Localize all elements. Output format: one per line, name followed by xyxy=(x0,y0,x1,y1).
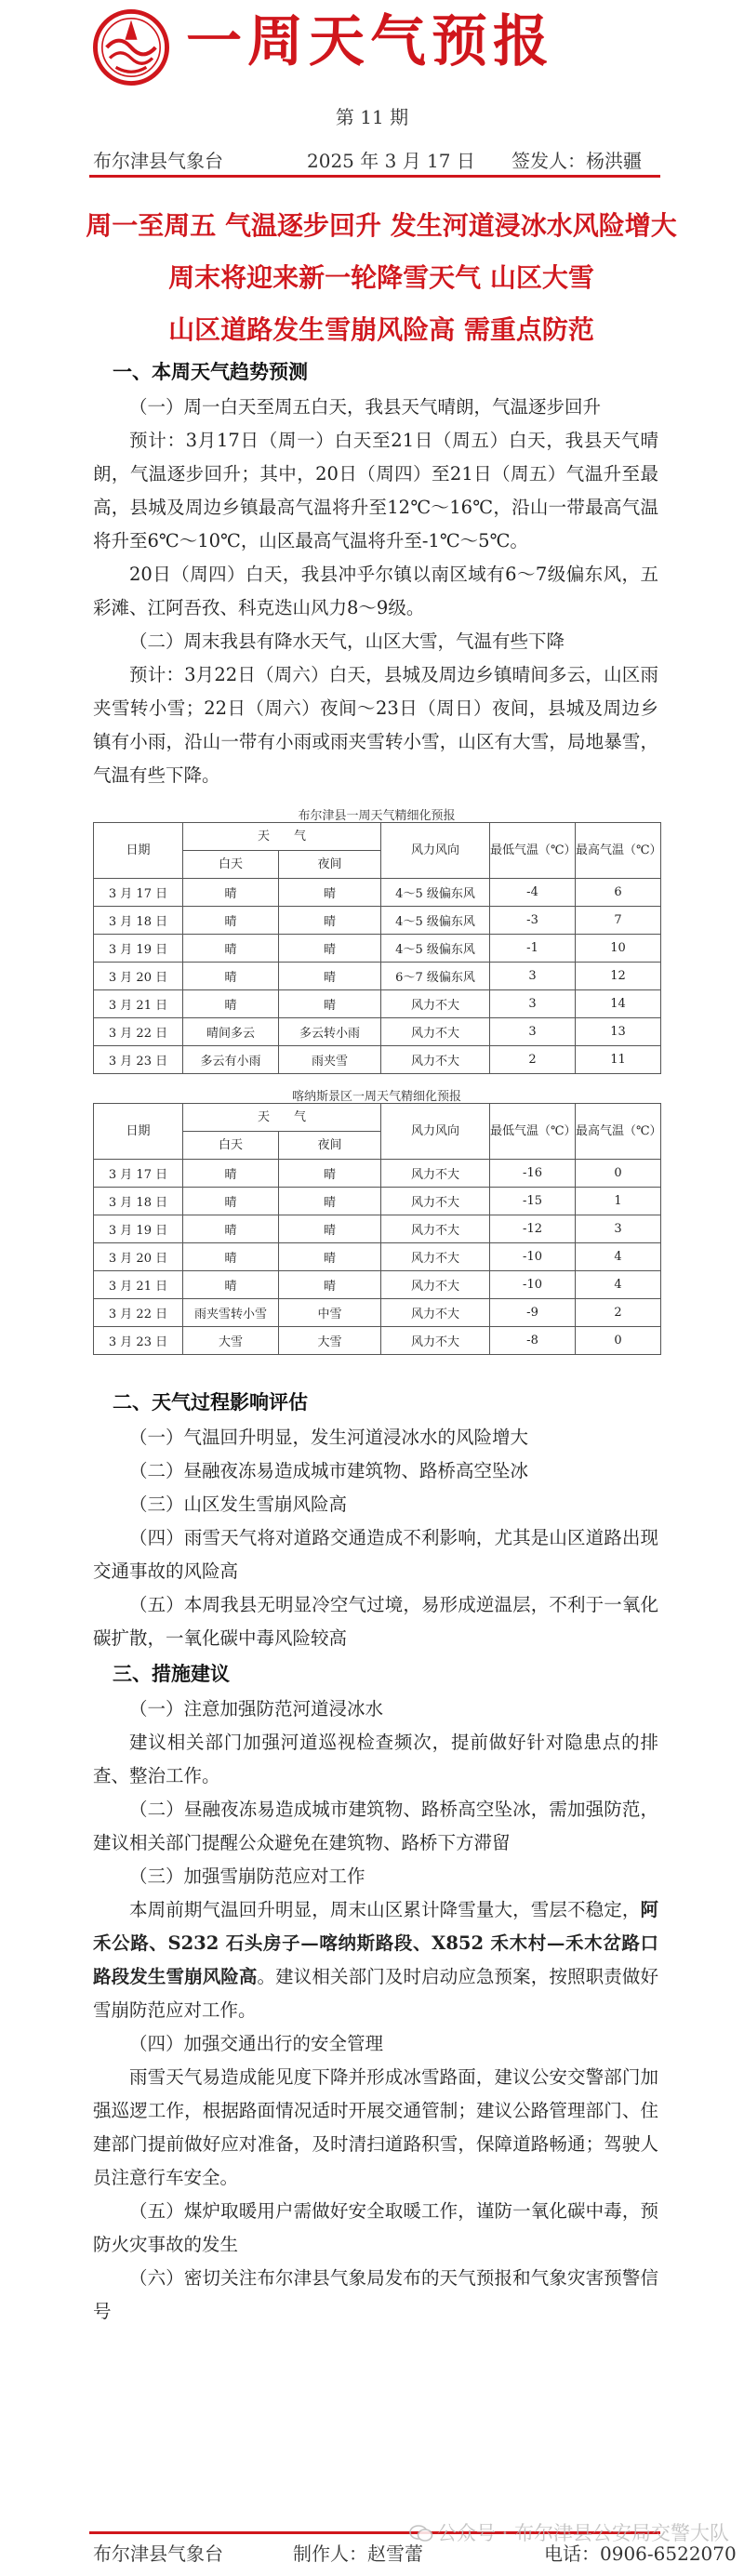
cell-day: 晴 xyxy=(183,1188,279,1215)
measure-item: （一）注意加强防范河道浸冰水 xyxy=(129,1698,384,1720)
cell-max: 6 xyxy=(576,879,661,907)
table-row xyxy=(94,963,661,990)
cell-day: 晴 xyxy=(183,935,279,963)
table-row xyxy=(94,907,661,935)
cell-day: 晴间多云 xyxy=(183,1018,279,1046)
cell-min: -3 xyxy=(490,907,576,935)
kanas-forecast-table xyxy=(93,1103,661,1355)
cell-night: 中雪 xyxy=(279,1299,381,1327)
cell-date: 3 月 17 日 xyxy=(94,1160,183,1188)
paragraph xyxy=(93,1893,658,2027)
paragraph: 建议相关部门加强河道巡视检查频次，提前做好针对隐患点的排查、整治工作。 xyxy=(93,1732,658,1786)
cell-max: 0 xyxy=(576,1160,661,1188)
cell-min: 3 xyxy=(490,1018,576,1046)
table-row xyxy=(94,935,661,963)
measure-item: （四）加强交通出行的安全管理 xyxy=(129,2033,384,2054)
table-row xyxy=(94,1215,661,1243)
cell-day: 雨夹雪转小雪 xyxy=(183,1299,279,1327)
col-header-date: 日期 xyxy=(94,1104,183,1160)
cell-day: 晴 xyxy=(183,879,279,907)
table-title: 喀纳斯景区一周天气精细化预报 xyxy=(291,1090,461,1104)
cell-min: -16 xyxy=(490,1160,576,1188)
cell-night: 晴 xyxy=(279,1215,381,1243)
cell-wind: 风力不大 xyxy=(381,1299,490,1327)
cell-day: 多云有小雨 xyxy=(183,1046,279,1074)
headline-line-1: 周一至周五 气温逐步回升 发生河道浸冰水风险增大 xyxy=(86,210,677,241)
cell-date: 3 月 20 日 xyxy=(94,963,183,990)
cell-min: 2 xyxy=(490,1046,576,1074)
cell-day: 晴 xyxy=(183,963,279,990)
cell-date: 3 月 19 日 xyxy=(94,1215,183,1243)
cell-day: 晴 xyxy=(183,1160,279,1188)
cell-day: 晴 xyxy=(183,1271,279,1299)
cell-max: 2 xyxy=(576,1299,661,1327)
cell-wind: 风力不大 xyxy=(381,1243,490,1271)
col-header-night: 夜间 xyxy=(279,1132,381,1160)
cell-wind: 风力不大 xyxy=(381,1215,490,1243)
cell-wind: 风力不大 xyxy=(381,1046,490,1074)
paragraph: 预计：3月17日（周一）白天至21日（周五）白天，我县天气晴朗，气温逐步回升；其中，20日（周四）至21日（周五）气温升至最高，县城及周边乡镇最高气温将升至12℃～16℃，沿山一带最高气温将升至6℃～10℃，山区最高气温将升至-1℃～5℃。 xyxy=(93,430,658,551)
col-header-wind: 风力风向 xyxy=(381,823,490,879)
cell-night: 晴 xyxy=(279,963,381,990)
table-row xyxy=(94,1299,661,1327)
section-impact-and-measures xyxy=(93,1384,658,2329)
impact-item: （三）山区发生雪崩风险高 xyxy=(129,1494,348,1515)
cell-day: 大雪 xyxy=(183,1327,279,1355)
col-header-night: 夜间 xyxy=(279,851,381,879)
paragraph: 预计：3月22日（周六）白天，县城及周边乡镇晴间多云，山区雨夹雪转小雪；22日（周六）夜间～23日（周日）夜间，县城及周边乡镇有小雨，沿山一带有小雨或雨夹雪转小雪，山区有大雪，局地暴雪，气温有些下降。 xyxy=(93,664,658,786)
col-header-max-temp: 最高气温（℃） xyxy=(576,1104,661,1160)
cell-night: 大雪 xyxy=(279,1327,381,1355)
header-date: 2025 年 3 月 17 日 xyxy=(307,150,475,172)
cell-max: 1 xyxy=(576,1188,661,1215)
cell-min: -10 xyxy=(490,1271,576,1299)
cell-date: 3 月 23 日 xyxy=(94,1327,183,1355)
col-header-min-temp: 最低气温（℃） xyxy=(490,823,576,879)
cell-wind: 风力不大 xyxy=(381,1160,490,1188)
cell-max: 10 xyxy=(576,935,661,963)
cell-wind: 风力不大 xyxy=(381,1327,490,1355)
cell-max: 7 xyxy=(576,907,661,935)
cell-date: 3 月 21 日 xyxy=(94,990,183,1018)
section-heading: 二、天气过程影响评估 xyxy=(113,1390,308,1414)
impact-item: （四）雨雪天气将对道路交通造成不利影响，尤其是山区道路出现交通事故的风险高 xyxy=(93,1527,658,1582)
footer-phone: 电话：0906-6522070 xyxy=(544,2543,737,2565)
meteorological-logo-icon xyxy=(93,9,169,86)
cell-date: 3 月 17 日 xyxy=(94,879,183,907)
table-row xyxy=(94,1160,661,1188)
col-header-day: 白天 xyxy=(183,851,279,879)
cell-date: 3 月 22 日 xyxy=(94,1018,183,1046)
cell-max: 0 xyxy=(576,1327,661,1355)
cell-night: 晴 xyxy=(279,1188,381,1215)
measure-item: （六）密切关注布尔津县气象局发布的天气预报和气象灾害预警信号 xyxy=(93,2267,658,2322)
impact-item: （五）本周我县无明显冷空气过境，易形成逆温层，不利于一氧化碳扩散，一氧化碳中毒风险较高 xyxy=(93,1594,658,1649)
impact-item: （二）昼融夜冻易造成城市建筑物、路桥高空坠冰 xyxy=(129,1460,529,1481)
paragraph-text: 本周前期气温回升明显，周末山区累计降雪量大，雪层不稳定， xyxy=(129,1899,641,1920)
cell-min: -4 xyxy=(490,879,576,907)
section-forecast xyxy=(93,353,658,792)
cell-date: 3 月 21 日 xyxy=(94,1271,183,1299)
col-header-day: 白天 xyxy=(183,1132,279,1160)
cell-night: 晴 xyxy=(279,1243,381,1271)
cell-date: 3 月 20 日 xyxy=(94,1243,183,1271)
cell-max: 3 xyxy=(576,1215,661,1243)
issue-number: 第 11 期 xyxy=(335,106,409,128)
subheading: （二）周末我县有降水天气，山区大雪，气温有些下降 xyxy=(129,631,565,652)
cell-max: 4 xyxy=(576,1271,661,1299)
headline-line-2: 周末将迎来新一轮降雪天气 山区大雪 xyxy=(168,262,594,293)
table-row xyxy=(94,990,661,1018)
header-divider xyxy=(89,175,660,178)
footer-org: 布尔津县气象台 xyxy=(93,2543,223,2565)
avalanche-risk-roads: 阿禾公路、S232 石头房子—喀纳斯路段、X852 禾木村—禾木岔路口路段发生雪崩风险高 xyxy=(93,1899,658,1987)
cell-day: 晴 xyxy=(183,990,279,1018)
cell-night: 多云转小雨 xyxy=(279,1018,381,1046)
col-header-wind: 风力风向 xyxy=(381,1104,490,1160)
paragraph: 雨雪天气易造成能见度下降并形成冰雪路面，建议公安交警部门加强巡逻工作，根据路面情况适时开展交通管制；建议公路管理部门、住建部门提前做好应对准备，及时清扫道路积雪，保障道路畅通；驾驶人员注意行车安全。 xyxy=(93,2066,658,2188)
cell-min: 3 xyxy=(490,963,576,990)
cell-min: -9 xyxy=(490,1299,576,1327)
cell-wind: 风力不大 xyxy=(381,1188,490,1215)
cell-min: -12 xyxy=(490,1215,576,1243)
cell-night: 晴 xyxy=(279,907,381,935)
cell-date: 3 月 19 日 xyxy=(94,935,183,963)
col-header-max-temp: 最高气温（℃） xyxy=(576,823,661,879)
col-header-min-temp: 最低气温（℃） xyxy=(490,1104,576,1160)
cell-max: 13 xyxy=(576,1018,661,1046)
col-header-date: 日期 xyxy=(94,823,183,879)
cell-min: -8 xyxy=(490,1327,576,1355)
cell-night: 雨夹雪 xyxy=(279,1046,381,1074)
cell-wind: 风力不大 xyxy=(381,1271,490,1299)
table-row xyxy=(94,1271,661,1299)
cell-day: 晴 xyxy=(183,907,279,935)
col-header-weather: 天 气 xyxy=(183,823,381,851)
cell-wind: 4～5 级偏东风 xyxy=(381,879,490,907)
cell-night: 晴 xyxy=(279,1271,381,1299)
paragraph-text: 。建议相关部门及时启动应急预案，按照职责做好雪崩防范应对工作。 xyxy=(93,1966,658,2021)
cell-night: 晴 xyxy=(279,935,381,963)
table-title: 布尔津县一周天气精细化预报 xyxy=(298,809,456,823)
cell-wind: 6～7 级偏东风 xyxy=(381,963,490,990)
section-heading: 三、措施建议 xyxy=(113,1662,230,1685)
impact-item: （一）气温回升明显，发生河道浸冰水的风险增大 xyxy=(129,1427,529,1448)
header-org: 布尔津县气象台 xyxy=(93,150,223,172)
cell-wind: 4～5 级偏东风 xyxy=(381,935,490,963)
cell-wind: 4～5 级偏东风 xyxy=(381,907,490,935)
table-row xyxy=(94,1243,661,1271)
table-row xyxy=(94,879,661,907)
table-row xyxy=(94,1327,661,1355)
page-title: 一周天气预报 xyxy=(186,9,554,74)
cell-night: 晴 xyxy=(279,990,381,1018)
measure-item: （二）昼融夜冻易造成城市建筑物、路桥高空坠冰，需加强防范，建议相关部门提醒公众避免在建筑物、路桥下方滞留 xyxy=(93,1799,658,1853)
subheading: （一）周一白天至周五白天，我县天气晴朗，气温逐步回升 xyxy=(129,396,602,418)
footer-maker: 制作人：赵雪蕾 xyxy=(293,2543,423,2565)
cell-min: -15 xyxy=(490,1188,576,1215)
cell-min: -10 xyxy=(490,1243,576,1271)
cell-day: 晴 xyxy=(183,1215,279,1243)
headline-line-3: 山区道路发生雪崩风险高 需重点防范 xyxy=(168,314,594,345)
cell-date: 3 月 18 日 xyxy=(94,1188,183,1215)
cell-date: 3 月 18 日 xyxy=(94,907,183,935)
cell-night: 晴 xyxy=(279,1160,381,1188)
cell-max: 12 xyxy=(576,963,661,990)
burqin-forecast-table xyxy=(93,822,661,1074)
cell-wind: 风力不大 xyxy=(381,990,490,1018)
cell-date: 3 月 23 日 xyxy=(94,1046,183,1074)
table-row xyxy=(94,1046,661,1074)
col-header-weather: 天 气 xyxy=(183,1104,381,1132)
cell-max: 14 xyxy=(576,990,661,1018)
measure-item: （五）煤炉取暖用户需做好安全取暖工作，谨防一氧化碳中毒，预防火灾事故的发生 xyxy=(93,2200,658,2255)
header-signer: 签发人：杨洪疆 xyxy=(512,150,642,172)
table-row xyxy=(94,1018,661,1046)
cell-min: 3 xyxy=(490,990,576,1018)
cell-wind: 风力不大 xyxy=(381,1018,490,1046)
headline xyxy=(74,200,688,356)
cell-date: 3 月 22 日 xyxy=(94,1299,183,1327)
section-heading: 一、本周天气趋势预测 xyxy=(113,360,308,383)
cell-day: 晴 xyxy=(183,1243,279,1271)
measure-item: （三）加强雪崩防范应对工作 xyxy=(129,1866,365,1887)
cell-max: 4 xyxy=(576,1243,661,1271)
cell-max: 11 xyxy=(576,1046,661,1074)
paragraph: 20日（周四）白天，我县冲乎尔镇以南区域有6～7级偏东风，五彩滩、江阿吾孜、科克迭山风力8～9级。 xyxy=(93,564,658,618)
watermark-text: 公众号 · 布尔津县公安局交警大队 xyxy=(437,2522,730,2544)
table-row xyxy=(94,1188,661,1215)
cell-min: -1 xyxy=(490,935,576,963)
cell-night: 晴 xyxy=(279,879,381,907)
